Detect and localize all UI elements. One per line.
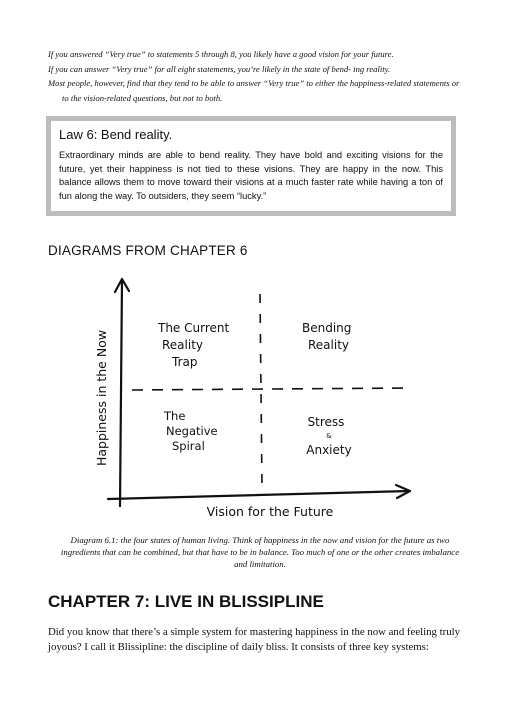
intro-text [48, 47, 468, 105]
y-axis [120, 280, 122, 506]
diagrams-heading: DIAGRAMS FROM CHAPTER 6 [48, 243, 248, 258]
y-axis-label: Happiness in the Now [94, 329, 109, 467]
quadrant-label-line: Negative [166, 424, 218, 438]
horizontal-divider [132, 388, 412, 390]
quadrant-label-line: The [164, 409, 186, 423]
quadrant-label-line: Trap [172, 355, 198, 369]
quadrant-bottom-right [306, 415, 351, 457]
quadrant-label-line: Reality [308, 338, 350, 352]
four-states-diagram [80, 274, 425, 522]
law-callout-box [46, 116, 456, 216]
vertical-divider [260, 294, 262, 488]
diagram-caption: Diagram 6.1: the four states of human living. Think of happiness in the now and vision for the future as two ingredients that can be combined, but that have to be in balance. Too much of one or the other creates imbalance and limitation. [60, 534, 460, 570]
quadrant-label-line: & [326, 432, 332, 440]
law-body: Extraordinary minds are able to bend reality. They have bold and exciting visions for the future, yet their happiness is not tied to these visions. They are happy in the now. This balance allows them to move toward their visions at a much faster rate while having a ton of fun along the way. To outsiders, they seem “lucky.” [59, 150, 443, 201]
quadrant-top-right [302, 321, 351, 352]
intro-line-3: Most people, however, find that they tend to be able to answer “Very true” to either the happiness-related statements or to the vision-related questions, but not to both. [48, 78, 460, 103]
quadrant-label-line: Reality [162, 338, 204, 352]
quadrant-bottom-left [163, 409, 218, 453]
chapter-body: Did you know that there’s a simple system for mastering happiness in the now and feeling truly joyous? I call it Blissipline: the discipline of daily bliss. It consists of three key systems: [48, 626, 461, 653]
x-axis-label: Vision for the Future [206, 504, 334, 519]
quadrant-label-line: Spiral [172, 439, 205, 453]
quadrant-top-left [157, 321, 229, 369]
quadrant-label-line: Anxiety [306, 443, 352, 457]
intro-line-2: If you can answer “Very true” for all eight statements, you’re likely in the state of bend- ing reality. [48, 63, 391, 74]
quadrant-label-line: Stress [307, 415, 345, 429]
x-axis [108, 491, 410, 499]
quadrant-label-line: Bending [302, 321, 352, 335]
chapter-title: CHAPTER 7: LIVE IN BLISSIPLINE [48, 592, 324, 611]
law-title: Law 6: Bend reality. [59, 127, 173, 142]
intro-line-1: If you answered “Very true” to statements 5 through 8, you likely have a good vision for your future. [48, 49, 394, 59]
quadrant-label-line: The Current [158, 321, 230, 335]
